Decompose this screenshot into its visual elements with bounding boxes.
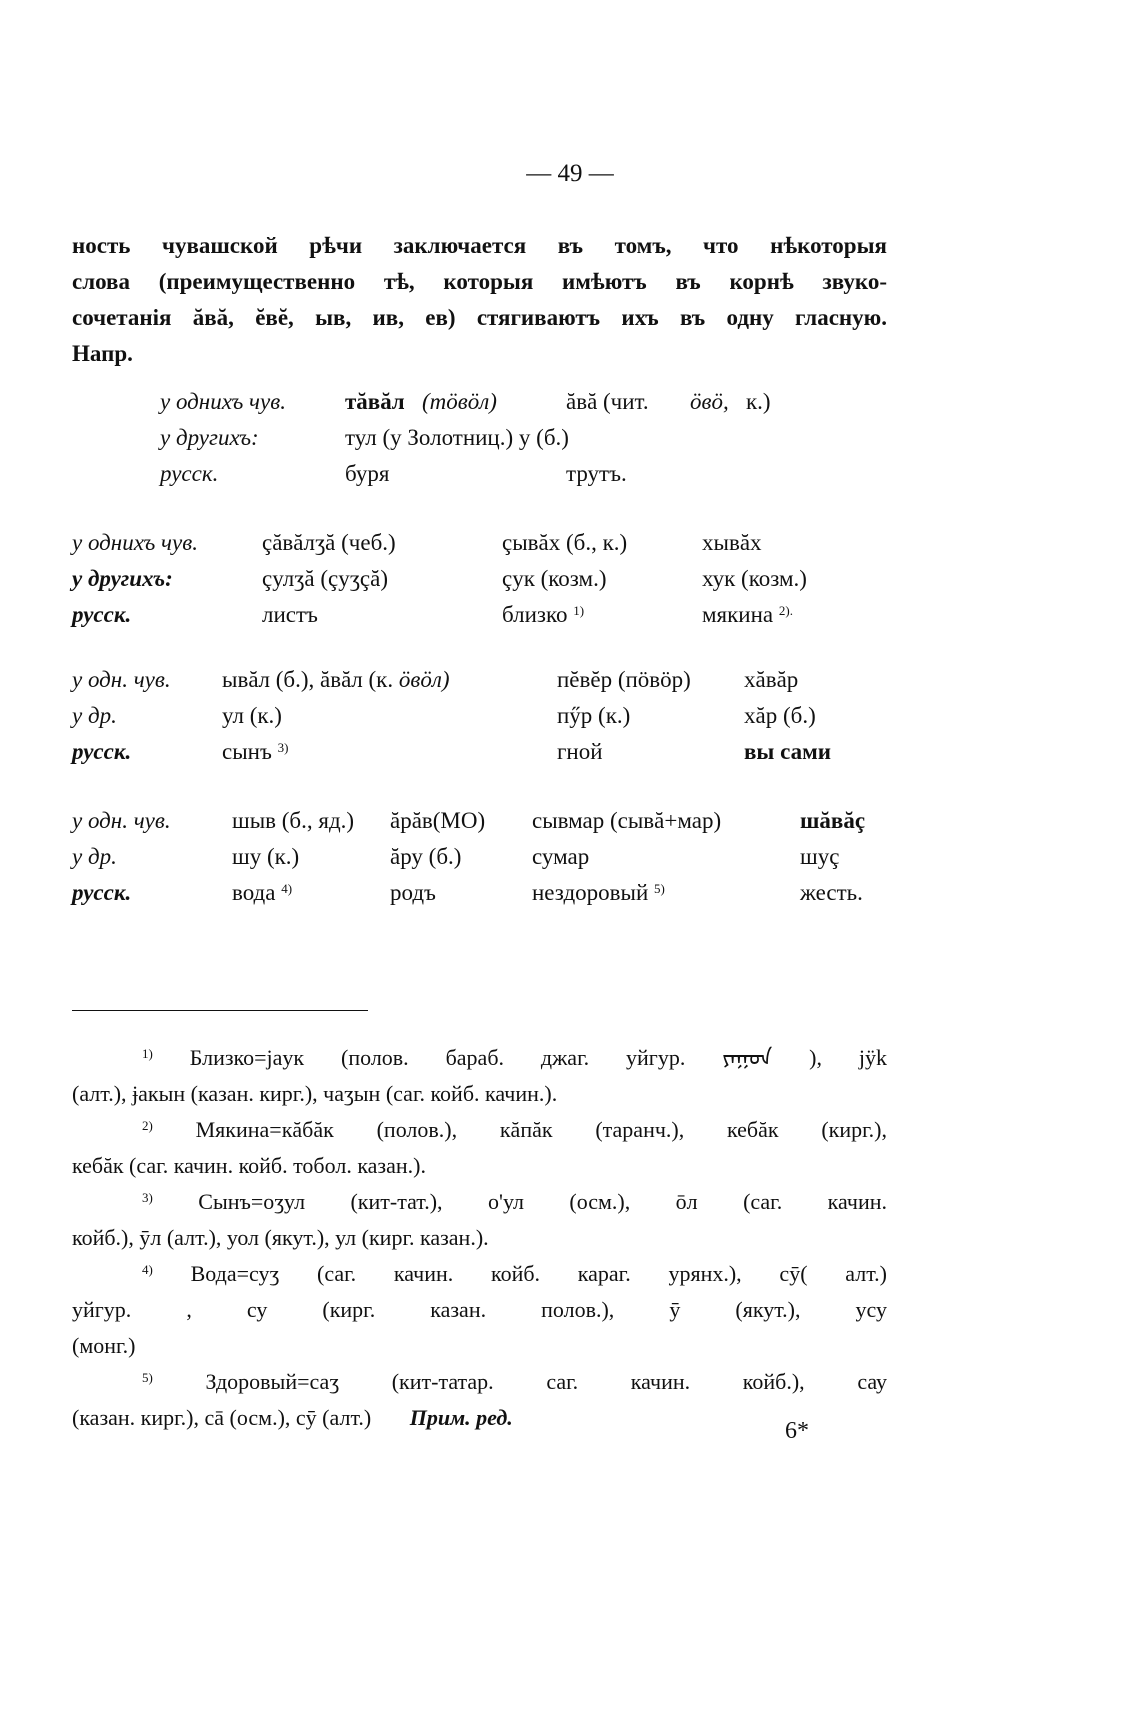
word-russian xyxy=(532,875,665,911)
footnote-line xyxy=(72,1256,887,1292)
word-other: сумар xyxy=(532,844,590,869)
footnote-line xyxy=(72,1364,887,1400)
footnote-1 xyxy=(72,1040,887,1112)
row-label: русск. xyxy=(160,461,219,486)
footnote-number: 3) xyxy=(142,1190,153,1205)
footnote-number: 2) xyxy=(142,1118,153,1133)
word-russian: жесть. xyxy=(800,880,863,905)
footnote-ref: 2). xyxy=(778,603,793,618)
word-chuvash: ăвă (чит. xyxy=(566,389,649,414)
row-label: у одн. чув. xyxy=(72,667,171,692)
footnote-text: Мякина=кăбăк (полов.), кăпăк (таранч.), кебăк (кирг.), xyxy=(195,1117,887,1142)
word-russian xyxy=(232,875,292,911)
intro-line: сочетанія ăвă, ĕвĕ, ыв, ив, ев) стягиваютъ ихъ въ одну гласную. xyxy=(72,305,887,330)
row-label: у др. xyxy=(72,703,117,728)
word-russian: родъ xyxy=(390,880,436,905)
footnote-number: 5) xyxy=(142,1370,153,1385)
word-chuvash: шăвăç xyxy=(800,808,866,833)
word-chuvash: ăрăв(МО) xyxy=(390,808,486,833)
signature-mark: 6* xyxy=(785,1418,809,1444)
word-russian xyxy=(222,734,288,770)
word-transcription: ӧвӧл) xyxy=(398,667,450,692)
footnote-line xyxy=(72,1040,887,1076)
row-label: у однихъ чув. xyxy=(72,530,198,555)
word-russian xyxy=(702,597,793,633)
word-chuvash: тăвăл xyxy=(345,389,405,414)
word-text: вода xyxy=(232,880,276,905)
footnote-text: (казан. кирг.), сā (осм.), сӯ (алт.) xyxy=(72,1405,372,1430)
row-label: русск. xyxy=(72,880,132,905)
footnote-divider xyxy=(72,1010,368,1011)
row-label: у другихъ: xyxy=(160,425,259,450)
footnote-ref: 4) xyxy=(281,881,293,896)
word-other: хук (козм.) xyxy=(702,566,807,591)
word-transcription: (тӧвӧл) xyxy=(422,389,497,414)
footnote-4 xyxy=(72,1256,887,1364)
footnote-line: (монг.) xyxy=(72,1333,136,1358)
word-text: сынъ xyxy=(222,739,272,764)
row-label: русск. xyxy=(72,602,132,627)
footnote-line: уйгур. , су (кирг. казан. полов.), ӯ (якут.), усу xyxy=(72,1297,887,1322)
word-text: мякина xyxy=(702,602,774,627)
intro-line: ность чувашской рѣчи заключается въ томъ, что нѣкоторыя xyxy=(72,233,887,258)
intro-line: Напр. xyxy=(72,341,133,366)
word-russian: буря xyxy=(345,461,390,486)
editor-note: Прим. ред. xyxy=(409,1405,513,1430)
word-chuvash: çывăх (б., к.) xyxy=(502,530,628,555)
word-russian: листъ xyxy=(262,602,318,627)
footnote-number: 1) xyxy=(142,1046,153,1061)
footnote-2 xyxy=(72,1112,887,1184)
word-text: близко xyxy=(502,602,568,627)
word-chuvash: çăвăлӡă (чеб.) xyxy=(262,530,396,555)
footnote-text: Близко=jaук (полов. бараб. джаг. уйгур. ᠶᠠᠭᠤᠨ ), jӱk xyxy=(189,1045,887,1070)
footnote-ref: 5) xyxy=(654,881,665,896)
row-label: у другихъ: xyxy=(72,566,173,591)
row-label: у одн. чув. xyxy=(72,808,171,833)
footnote-ref: 3) xyxy=(277,740,289,755)
footnote-text: Сынъ=оӡул (кит-тат.), о'ул (осм.), ōл (саг. качин. xyxy=(198,1189,887,1214)
word-chuvash: хывăх xyxy=(702,530,762,555)
footnote-line xyxy=(72,1112,887,1148)
word-russian: трутъ. xyxy=(566,461,627,486)
footnote-text: Вода=суӡ (саг. качин. койб. караг. урянх.), сӯ( алт.) xyxy=(190,1261,887,1286)
footnote-text: Здоровый=саӡ (кит-татар. саг. качин. койб.), сау xyxy=(205,1369,887,1394)
word-chuvash xyxy=(222,662,450,698)
word-other: шуç xyxy=(800,844,840,869)
word-text: ывăл (б.), ăвăл (к. xyxy=(222,667,394,692)
word-chuvash: сывмар (сывă+мар) xyxy=(532,808,722,833)
word-chuvash: шыв (б., яд.) xyxy=(232,808,355,833)
page-number: — 49 — xyxy=(526,160,614,187)
row-label: у однихъ чув. xyxy=(160,389,286,414)
word-other: пӳр (к.) xyxy=(557,703,631,728)
word-russian: гной xyxy=(557,739,603,764)
footnote-ref: 1) xyxy=(573,603,585,618)
word-chuvash: хăвăр xyxy=(744,667,799,692)
footnote-line xyxy=(72,1400,887,1436)
footnote-line: кебăк (саг. качин. койб. тобол. казан.). xyxy=(72,1153,426,1178)
word-transcription: ӧвӧ, xyxy=(690,389,729,414)
row-label: у др. xyxy=(72,844,117,869)
footnote-line: койб.), ӯл (алт.), уол (якут.), ул (кирг. казан.). xyxy=(72,1225,489,1250)
word-other: ăру (б.) xyxy=(390,844,462,869)
word-other: ул (к.) xyxy=(222,703,282,728)
word-russian xyxy=(502,597,584,633)
word-text: нездоровый xyxy=(532,880,649,905)
footnote-5 xyxy=(72,1364,887,1436)
word-other: хăр (б.) xyxy=(744,703,816,728)
footnote-line: (алт.), ɉакын (казан. кирг.), чаӡын (саг. койб. качин.). xyxy=(72,1081,558,1106)
word-other: çулӡă (çуӡçă) xyxy=(262,566,388,591)
footnote-line xyxy=(72,1184,887,1220)
footnote-number: 4) xyxy=(142,1262,153,1277)
row-label: русск. xyxy=(72,739,132,764)
footnote-3 xyxy=(72,1184,887,1256)
word-chuvash: пĕвĕр (пӧвӧр) xyxy=(557,667,691,692)
intro-line: слова (преимущественно тѣ, которыя имѣютъ въ корнѣ звуко- xyxy=(72,269,887,294)
intro-paragraph xyxy=(72,228,887,372)
word-source: к.) xyxy=(746,389,771,414)
word-other: тул (у Золотниц.) у (б.) xyxy=(345,425,569,450)
word-other: çук (козм.) xyxy=(502,566,607,591)
word-russian: вы сами xyxy=(744,739,832,764)
footnotes xyxy=(72,1040,887,1436)
word-other: шу (к.) xyxy=(232,844,300,869)
